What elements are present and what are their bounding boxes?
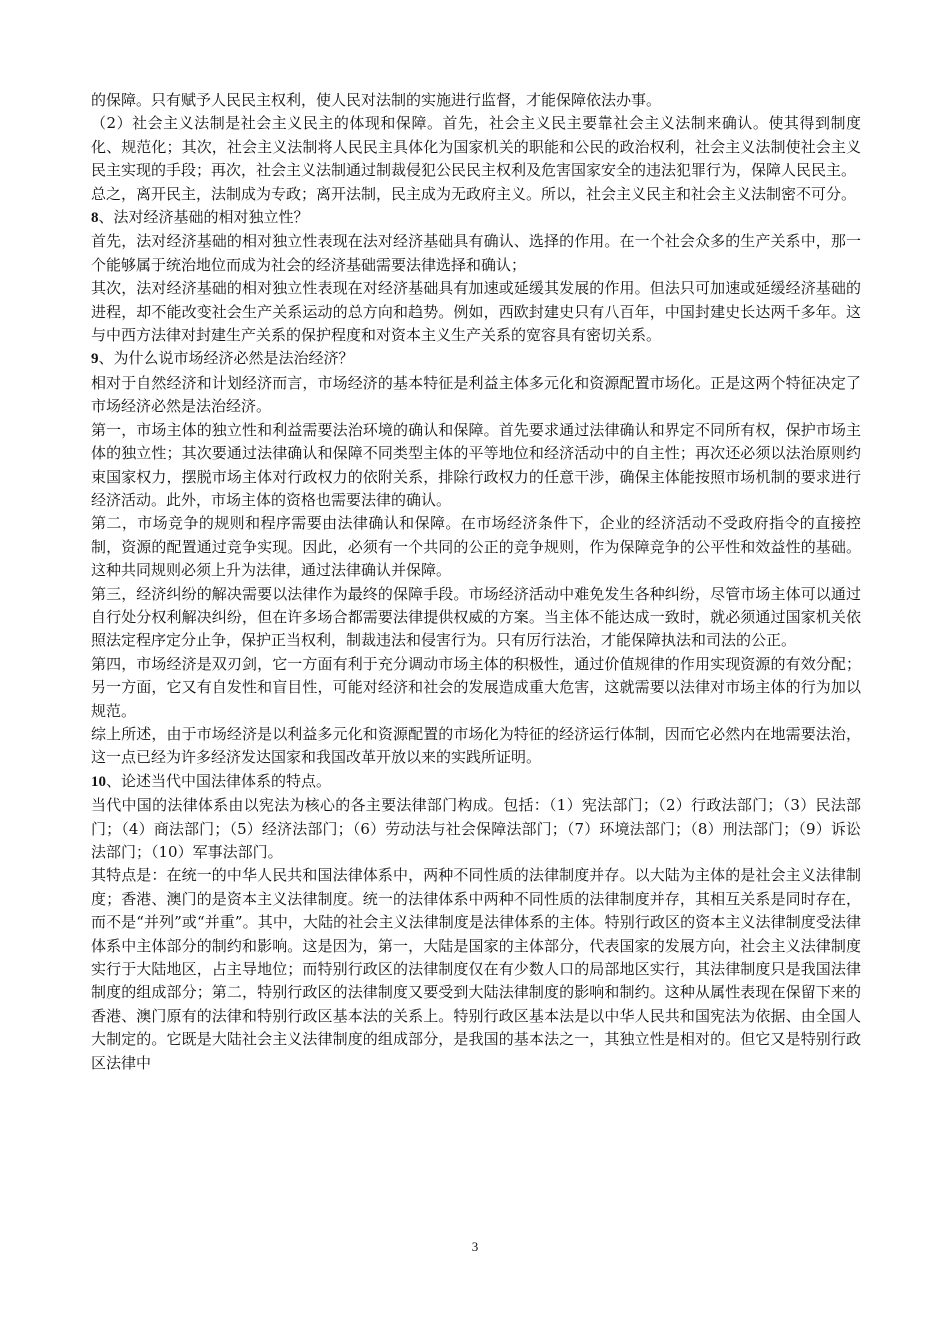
question-text: 、为什么说市场经济必然是法治经济？ (98, 349, 354, 368)
body-paragraph: 综上所述，由于市场经济是以利益多元化和资源配置的市场化为特征的经济运行体制，因而它必然内在地需要法治，这一点已经为许多经济发达国家和我国改革开放以来的实践所证明。 (91, 724, 861, 767)
page-number: 3 (471, 1239, 479, 1254)
body-paragraph: 总之，离开民主，法制成为专政；离开法制，民主成为无政府主义。所以，社会主义民主和社会主义法制密不可分。 (91, 184, 857, 203)
body-paragraph: 首先，法对经济基础的相对独立性表现在法对经济基础具有确认、选择的作用。在一个社会众多的生产关系中，那一个能够属于统治地位而成为社会的经济基础需要法律选择和确认； (91, 232, 861, 274)
body-paragraph: 第一，市场主体的独立性和利益需要法治环境的确认和保障。首先要求通过法律确认和界定不同所有权，保护市场主体的独立性；其次要通过法律确认和保障不同类型主体的平等地位和经济活动中的自主性；再次还必须以法治原则约束国家权力，摆脱市场主体对行政权力的依附关系，排除行政权力的任意干涉，确保主体能按照市场机制的要求进行经济活动。此外，市场主体的资格也需要法律的确认。 (91, 420, 861, 509)
question-text: 、法对经济基础的相对独立性？ (98, 208, 309, 227)
question-text: 、论述当代中国法律体系的特点。 (106, 771, 332, 790)
body-paragraph: （2）社会主义法制是社会主义民主的体现和保障。首先，社会主义民主要靠社会主义法制来确认。使其得到制度化、规范化；其次，社会主义法制将人民民主具体化为国家机关的职能和公民的政治权利，社会主义法制使社会主义民主实现的手段；再次，社会主义法制通过制裁侵犯公民民主权利及危害国家安全的违法犯罪行为，保障人民民主。 (91, 114, 861, 180)
body-paragraph: 其次，法对经济基础的相对独立性表现在对经济基础具有加速或延缓其发展的作用。但法只可加速或延缓经济基础的进程，却不能改变社会生产关系运动的总方向和趋势。例如，西欧封建史只有八百年，中国封建史长达两千多年。这与中西方法律对封建生产关系的保护程度和对资本主义生产关系的宽容具有密切关系。 (91, 279, 861, 345)
question-heading (91, 347, 861, 371)
body-paragraph: 第三，经济纠纷的解决需要以法律作为最终的保障手段。市场经济活动中难免发生各种纠纷，尽管市场主体可以通过自行处分权利解决纠纷，但在许多场合都需要法律提供权威的方案。当主体不能达成一致时，就必须通过国家机关依照法定程序定分止争，保护正当权利，制裁违法和侵害行为。只有厉行法治，才能保障执法和司法的公正。 (91, 584, 861, 650)
question-number: 10 (91, 773, 106, 790)
body-paragraph: 第二，市场竞争的规则和程序需要由法律确认和保障。在市场经济条件下，企业的经济活动不受政府指令的直接控制，资源的配置通过竞争实现。因此，必须有一个共同的公正的竞争规则，作为保障竞争的公平性和效益性的基础。这种共同规则必须上升为法律，通过法律确认并保障。 (91, 514, 861, 580)
question-number: 8 (91, 210, 99, 227)
document-body (91, 89, 861, 1075)
body-paragraph: 的保障。只有赋予人民民主权利，使人民对法制的实施进行监督，才能保障依法办事。 (91, 91, 662, 109)
question-heading (91, 770, 861, 794)
body-paragraph: 其特点是：在统一的中华人民共和国法律体系中，两种不同性质的法律制度并存。以大陆为主体的是社会主义法律制度；香港、澳门的是资本主义法律制度。统一的法律体系中两种不同性质的法律制度并存，其相互关系是同时存在，而不是“并列”或“并重”。其中，大陆的社会主义法律制度是法律体系的主体。特别行政区的资本主义法律制度受法律体系中主体部分的制约和影响。这是因为，第一，大陆是国家的主体部分，代表国家的发展方向，社会主义法律制度实行于大陆地区，占主导地位；而特别行政区的法律制度仅在有少数人口的局部地区实行，其法律制度只是我国法律制度的组成部分；第二，特别行政区的法律制度又要受到大陆法律制度的影响和制约。这种从属性表现在保留下来的香港、澳门原有的法律和特别行政区基本法的关系上。特别行政区基本法是以中华人民共和国宪法为依据、由全国人大制定的。它既是大陆社会主义法律制度的组成部分，是我国的基本法之一，其独立性是相对的。但它又是特别行政区法律中 (91, 866, 861, 1072)
body-paragraph: 当代中国的法律体系由以宪法为核心的各主要法律部门构成。包括：（1）宪法部门；（2）行政法部门；（3）民法部门；（4）商法部门；（5）经济法部门；（6）劳动法与社会保障法部门；（7）环境法部门；（8）刑法部门；（9）诉讼法部门；（10）军事法部门。 (91, 796, 861, 861)
body-paragraph: 第四，市场经济是双刃剑，它一方面有利于充分调动市场主体的积极性，通过价值规律的作用实现资源的有效分配；另一方面，它又有自发性和盲目性，可能对经济和社会的发展造成重大危害，这就需要以法律对市场主体的行为加以规范。 (91, 654, 861, 720)
question-number: 9 (91, 351, 99, 368)
question-heading (91, 206, 861, 230)
body-paragraph: 相对于自然经济和计划经济而言，市场经济的基本特征是利益主体多元化和资源配置市场化。正是这两个特征决定了市场经济必然是法治经济。 (91, 373, 861, 416)
